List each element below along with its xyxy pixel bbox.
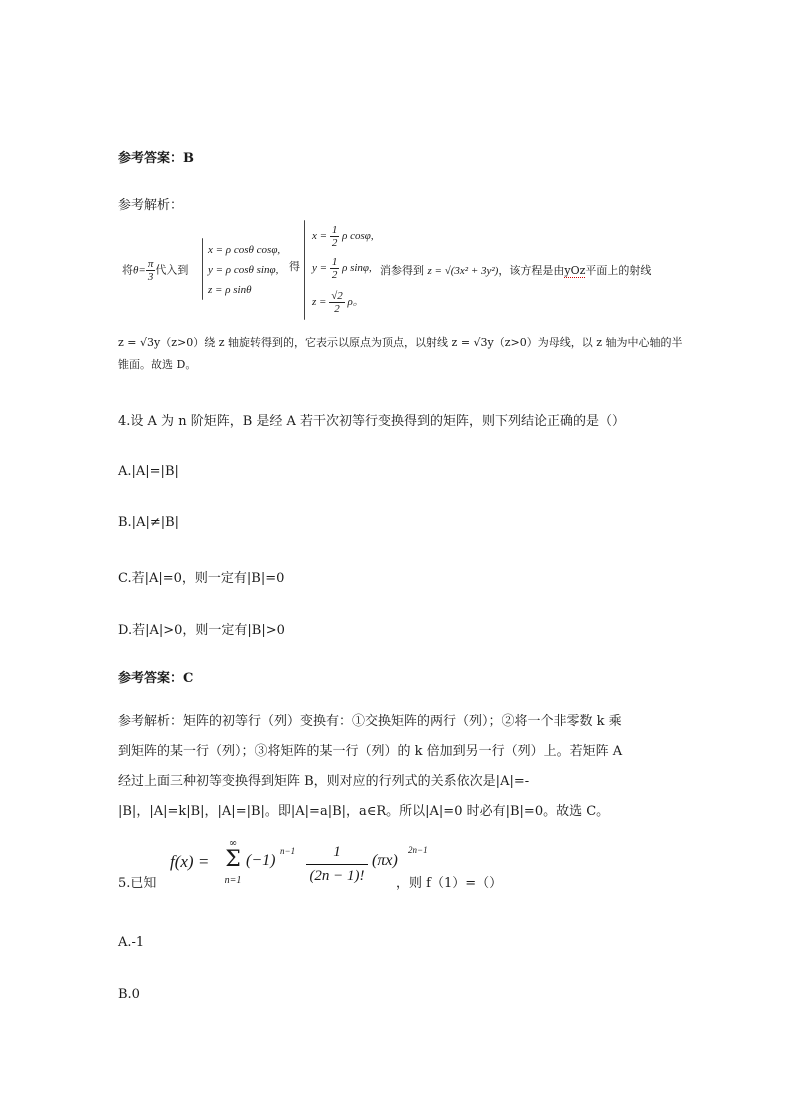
analysis3-line3: 锥面。故选 D。	[118, 358, 197, 371]
system1-y: y = ρ cosθ sinφ,	[208, 264, 279, 276]
yoz-label: yOz	[564, 264, 586, 277]
question4-stem: 4.设 A 为 n 阶矩阵，B 是经 A 若干次初等行变换得到的矩阵，则下列结论正确的是（）	[118, 414, 626, 429]
system2-brace	[304, 220, 305, 320]
sum-bottom: n=1	[224, 875, 242, 886]
question5-prefix: 5.已知	[118, 876, 157, 891]
analysis4-line: 经过上面三种初等变换得到矩阵 B，则对应的行列式的关系依次是|A|=-	[118, 774, 530, 789]
analysis-label-q3: 参考解析：	[118, 198, 184, 213]
question4-option-c: C.若|A|=0，则一定有|B|=0	[118, 571, 285, 586]
plane-text: 平面上的射线	[585, 264, 652, 277]
frac-den: (2n − 1)!	[309, 868, 365, 884]
analysis-math-block	[118, 218, 683, 378]
term2-exp: 2n−1	[408, 845, 428, 855]
system1-z: z = ρ sinθ	[208, 284, 252, 296]
formula-lhs: f(x) =	[170, 852, 210, 871]
z-equation: z = √(3x² + 3y²)	[427, 265, 499, 277]
question4-option-d: D.若|A|>0，则一定有|B|>0	[118, 623, 285, 638]
after-equation: ，该方程是由	[498, 264, 565, 277]
analysis3-line2: z = √3y（z>0）绕 z 轴旋转得到的，它表示以原点为顶点，以射线 z = √3y（z>0）为母线，以 z 轴为中心轴的半	[118, 336, 683, 349]
system1	[208, 240, 280, 300]
pi-over-3: $\frac{\pi}{3}$	[147, 258, 154, 283]
system2-z: z = $\frac{√2}{2}$ ρ。	[312, 290, 364, 315]
analysis4-line: 参考解析：矩阵的初等行（列）变换有：①交换矩阵的两行（列）；②将一个非零数 k 乘	[118, 714, 622, 729]
system2-x: x = $\frac{1}{2}$ ρ cosφ,	[312, 224, 374, 249]
get-word: 得	[289, 260, 300, 273]
question5-option-b: B.0	[118, 987, 140, 1002]
term1: (−1)	[246, 852, 276, 869]
system1-x: x = ρ cosθ cosφ,	[208, 244, 281, 256]
term1-exp: n−1	[280, 846, 296, 856]
analysis4-line: |B|，|A|=k|B|，|A|=|B|。即|A|=a|B|，a∈R。所以|A|=0 时必有|B|=0。故选 C。	[118, 804, 610, 819]
question5-formula	[170, 838, 400, 894]
question4-option-a: A.|A|=|B|	[118, 464, 179, 479]
sum-top: ∞	[228, 838, 238, 849]
eliminate-text: 消参得到	[380, 264, 424, 277]
analysis4-line: 到矩阵的某一行（列）；③将矩阵的某一行（列）的 k 倍加到另一行（列）上。若矩阵 A	[118, 744, 623, 759]
sum-sigma: Σ	[225, 847, 241, 872]
answer-label-q4: 参考答案：C	[118, 671, 194, 686]
theta-expr: θ=	[133, 264, 146, 277]
frac-num: 1	[333, 844, 341, 860]
question4-option-b: B.|A|≠|B|	[118, 515, 180, 530]
analysis4-paragraph	[118, 707, 678, 827]
term2: (πx)	[372, 852, 398, 869]
question5-option-a: A.-1	[118, 935, 145, 950]
system1-brace	[202, 238, 203, 300]
system2-y: y = $\frac{1}{2}$ ρ sinφ,	[312, 256, 372, 281]
substitute-mid: 代入到	[155, 263, 189, 277]
question5-suffix: ，则 f（1）=（）	[396, 876, 503, 891]
frac-bar	[306, 864, 368, 865]
answer-label-q3: 参考答案：B	[118, 151, 194, 166]
substitute-prefix: 将	[122, 263, 133, 277]
